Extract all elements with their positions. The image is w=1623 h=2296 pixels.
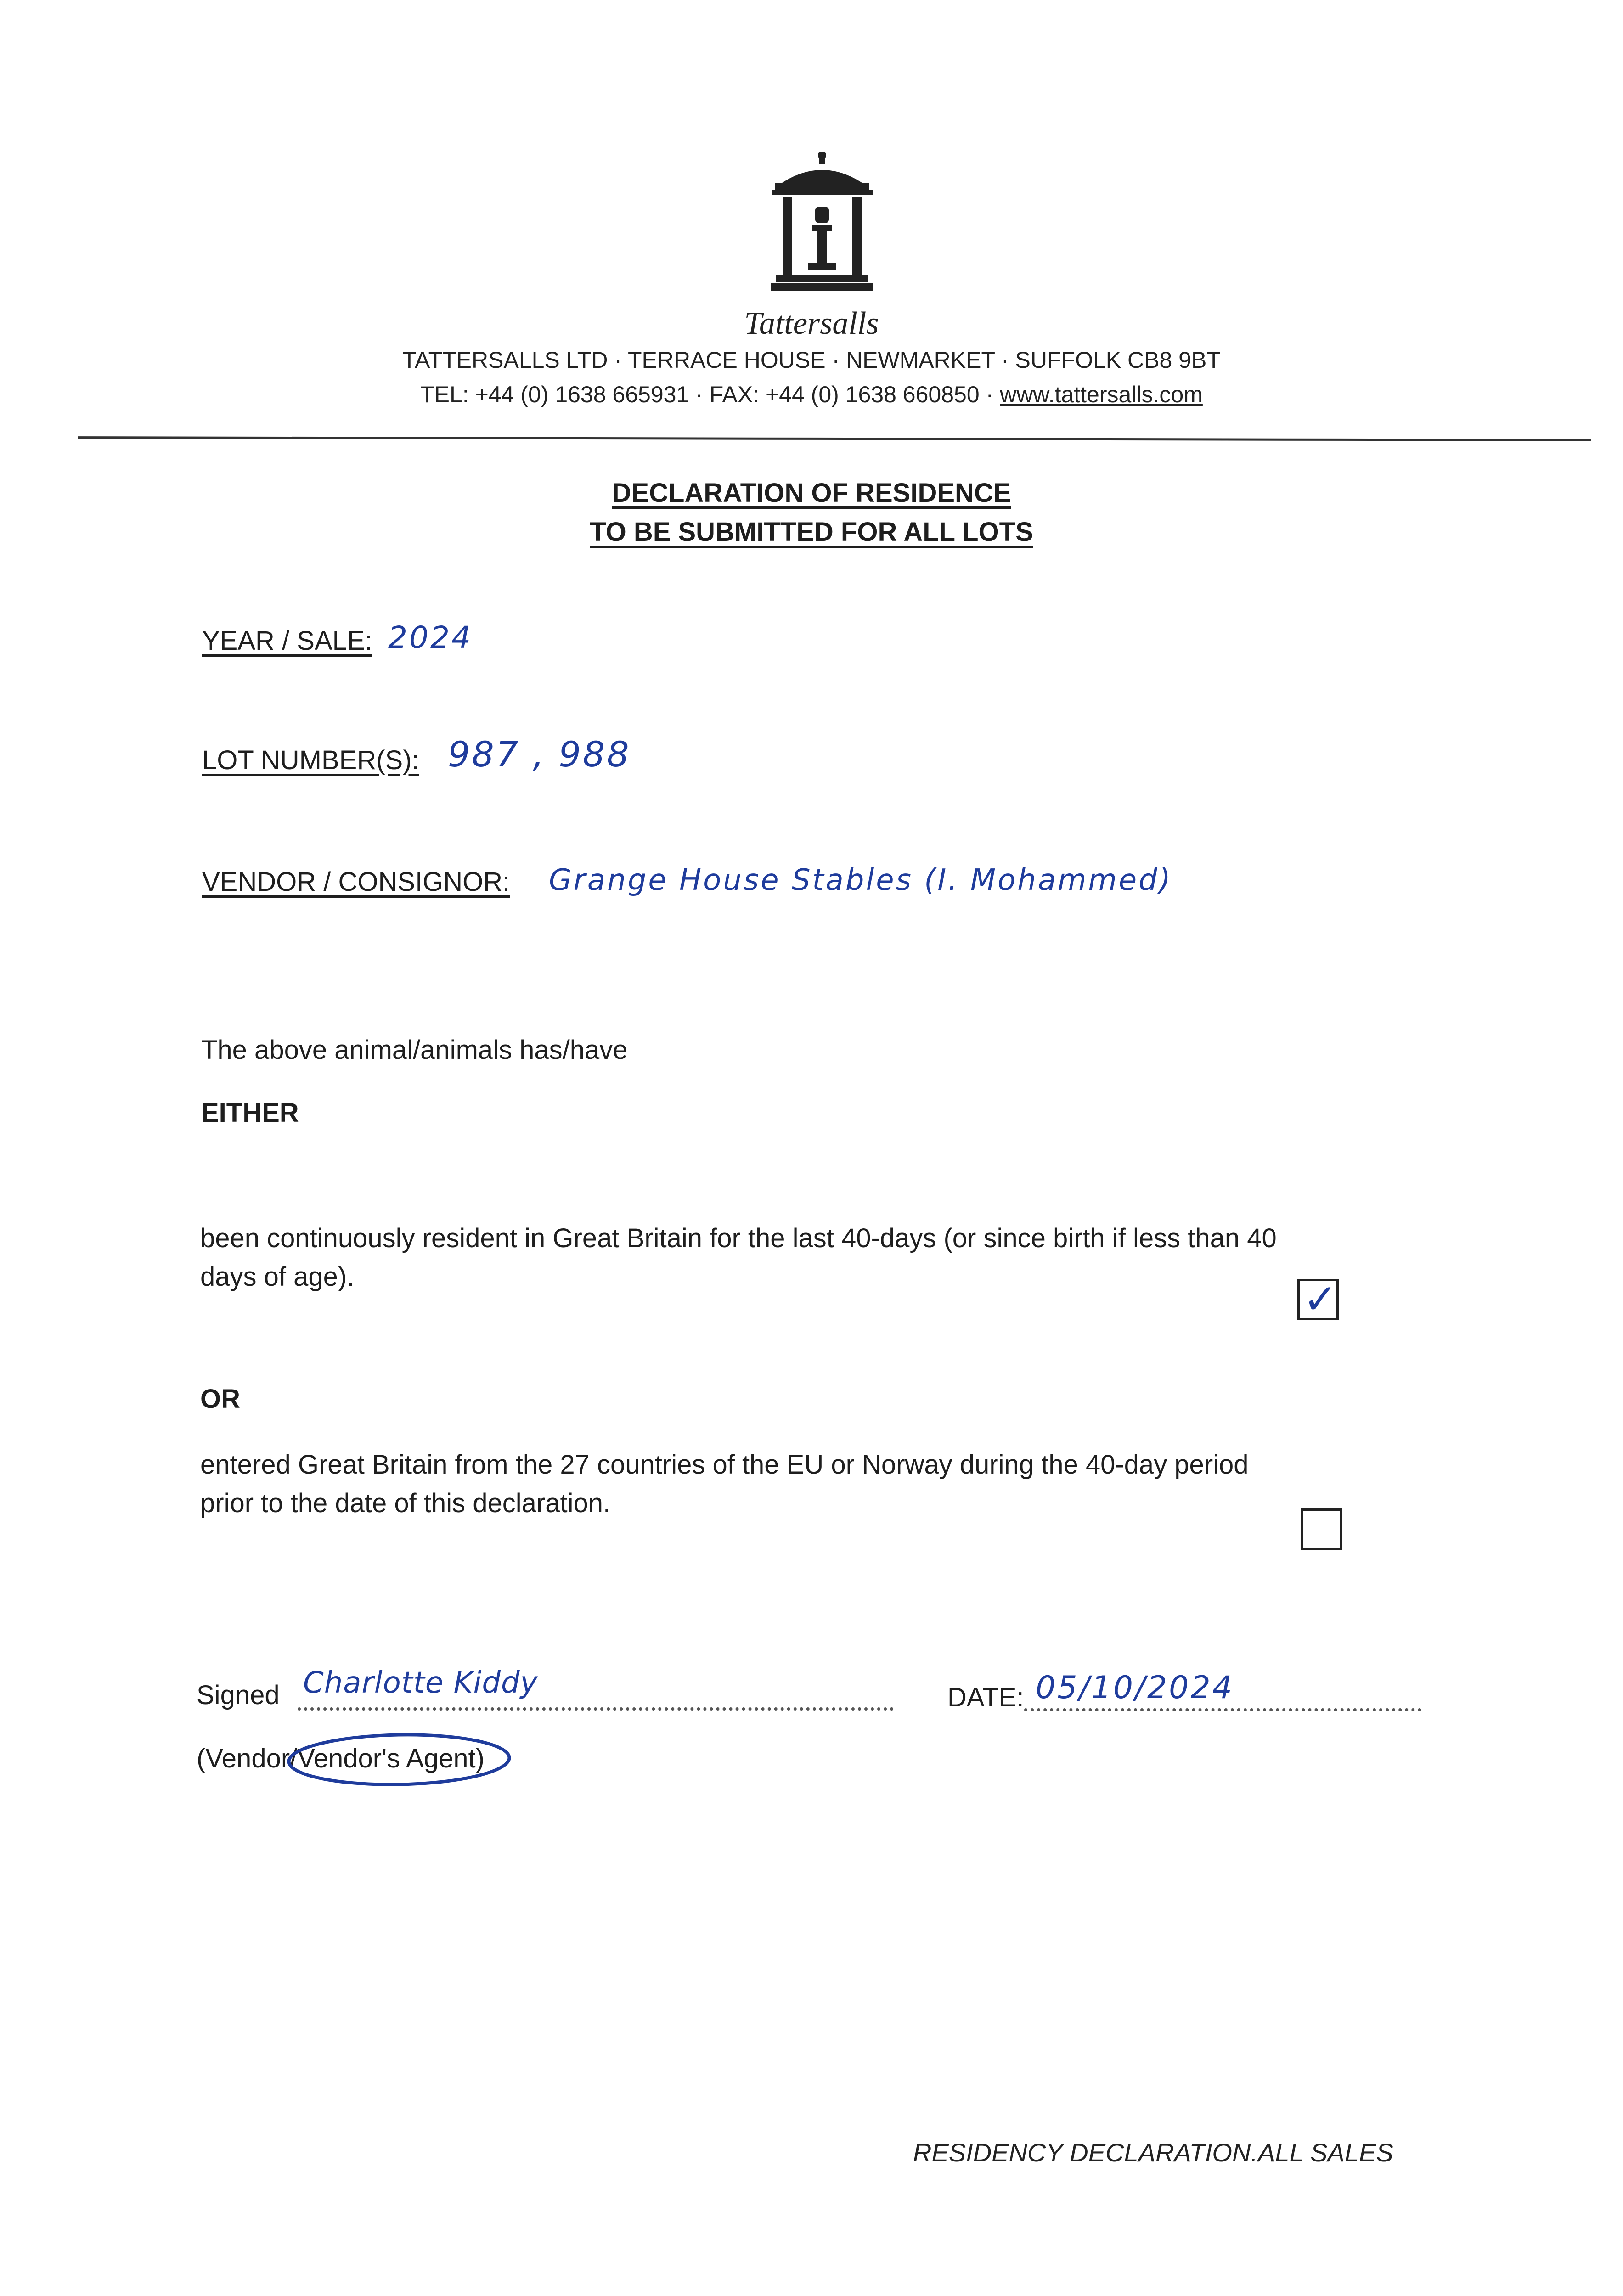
- vendor-label: VENDOR / CONSIGNOR:: [202, 867, 510, 897]
- signatory-role: [197, 1739, 485, 1778]
- company-address: TATTERSALLS LTD · TERRACE HOUSE · NEWMARKET · SUFFOLK CB8 9BT: [402, 347, 1221, 373]
- option2-checkbox[interactable]: [1301, 1508, 1342, 1550]
- option2-line2: prior to the date of this declaration.: [200, 1488, 611, 1518]
- either-label: EITHER: [201, 1098, 299, 1128]
- lot-numbers-field[interactable]: 987 , 988: [448, 734, 631, 775]
- signature-line: [298, 1707, 894, 1711]
- option2-line1: entered Great Britain from the 27 countries of the EU or Norway during the 40-day period: [200, 1450, 1249, 1480]
- option1-text: [200, 1219, 1440, 1296]
- or-label: OR: [200, 1384, 240, 1414]
- contact-phone-fax: TEL: +44 (0) 1638 665931 · FAX: +44 (0) 1638 660850 ·: [420, 382, 1000, 407]
- brand-name: Tattersalls: [744, 306, 879, 341]
- year-sale-field[interactable]: 2024: [388, 620, 473, 655]
- signed-label: Signed: [197, 1680, 280, 1710]
- role-vendor-option[interactable]: (Vendor/: [197, 1744, 298, 1773]
- circled-selection-icon: [284, 1729, 523, 1794]
- date-line: [1024, 1708, 1421, 1711]
- date-field[interactable]: 05/10/2024: [1036, 1670, 1234, 1706]
- option2-text: [200, 1446, 1440, 1523]
- document-subtitle: TO BE SUBMITTED FOR ALL LOTS: [590, 517, 1033, 547]
- date-label: DATE:: [947, 1683, 1024, 1712]
- company-contact: [0, 381, 1623, 408]
- vendor-field[interactable]: Grange House Stables (I. Mohammed): [549, 863, 1172, 897]
- header-divider: [78, 436, 1591, 441]
- form-footer: RESIDENCY DECLARATION.ALL SALES: [913, 2138, 1393, 2167]
- signature-field[interactable]: Charlotte Kiddy: [303, 1666, 538, 1700]
- tattersalls-temple-logo-icon: [762, 152, 882, 298]
- document-title: DECLARATION OF RESIDENCE: [612, 478, 1011, 508]
- option1-checkbox[interactable]: [1297, 1275, 1339, 1323]
- year-sale-label: YEAR / SALE:: [202, 626, 372, 656]
- website-link[interactable]: www.tattersalls.com: [1000, 382, 1203, 407]
- role-agent-label: Vendor's Agent: [297, 1744, 476, 1773]
- option1-line2: days of age).: [200, 1262, 355, 1292]
- declaration-intro: The above animal/animals has/have: [201, 1035, 628, 1065]
- role-agent-option[interactable]: [297, 1739, 475, 1778]
- role-suffix: ): [475, 1744, 485, 1773]
- checkmark-icon: ✓: [1303, 1275, 1338, 1323]
- lot-numbers-label: LOT NUMBER(S):: [202, 745, 419, 775]
- option1-line1: been continuously resident in Great Britain for the last 40-days (or since birth if less than 40: [200, 1223, 1277, 1253]
